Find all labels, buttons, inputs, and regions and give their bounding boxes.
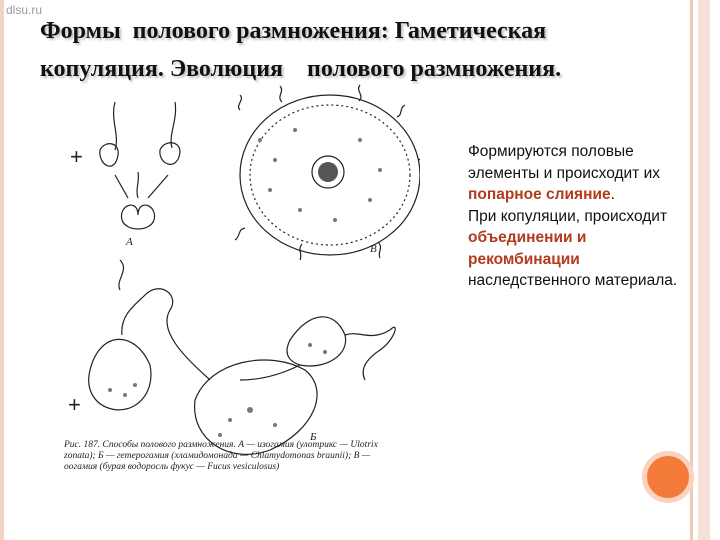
decor-circle bbox=[642, 451, 694, 503]
flagellum bbox=[114, 102, 117, 150]
flagellum bbox=[171, 102, 176, 148]
left-frame-stripe bbox=[0, 0, 4, 540]
accent-pair-fusion: попарное слияние bbox=[468, 186, 611, 203]
zygote-a bbox=[121, 205, 154, 229]
plus-sign-top: + bbox=[70, 144, 83, 169]
accent-recombination: объединении и рекомбинации bbox=[468, 229, 587, 268]
body-p1-end: . bbox=[610, 186, 615, 203]
title-line-1: Формы полового размножения: Гаметическая bbox=[40, 18, 547, 44]
label-v: В bbox=[370, 243, 377, 255]
plus-sign-bottom: + bbox=[68, 392, 81, 417]
label-b: Б bbox=[310, 431, 317, 443]
gamete-a2 bbox=[160, 143, 180, 165]
label-a: А bbox=[126, 236, 133, 248]
reproduction-illustration bbox=[60, 80, 420, 500]
slide-title bbox=[40, 12, 680, 88]
title-line-2: копуляция. Эволюция полового размножения. bbox=[40, 56, 562, 82]
figure-caption: Рис. 187. Способы полового размножения. А — изогамия (улотрикс — Ulotrix zonata); Б — гетерогамия (хламидомонада — Chlamydomonas braunii); В — оогамия (бурая водоросль фукус — Fucus vesiculosus) bbox=[64, 440, 378, 472]
body-p1: Формируются половые элементы и происходит их bbox=[468, 143, 660, 182]
body-p2: При копуляции, происходит bbox=[468, 207, 668, 225]
watermark: dlsu.ru bbox=[6, 3, 43, 17]
gamete-b3 bbox=[287, 317, 346, 366]
body-p2-end: наследственного материала. bbox=[468, 272, 678, 289]
gamete-b1 bbox=[89, 339, 151, 410]
right-frame-band bbox=[698, 0, 710, 540]
body-text bbox=[468, 141, 693, 292]
